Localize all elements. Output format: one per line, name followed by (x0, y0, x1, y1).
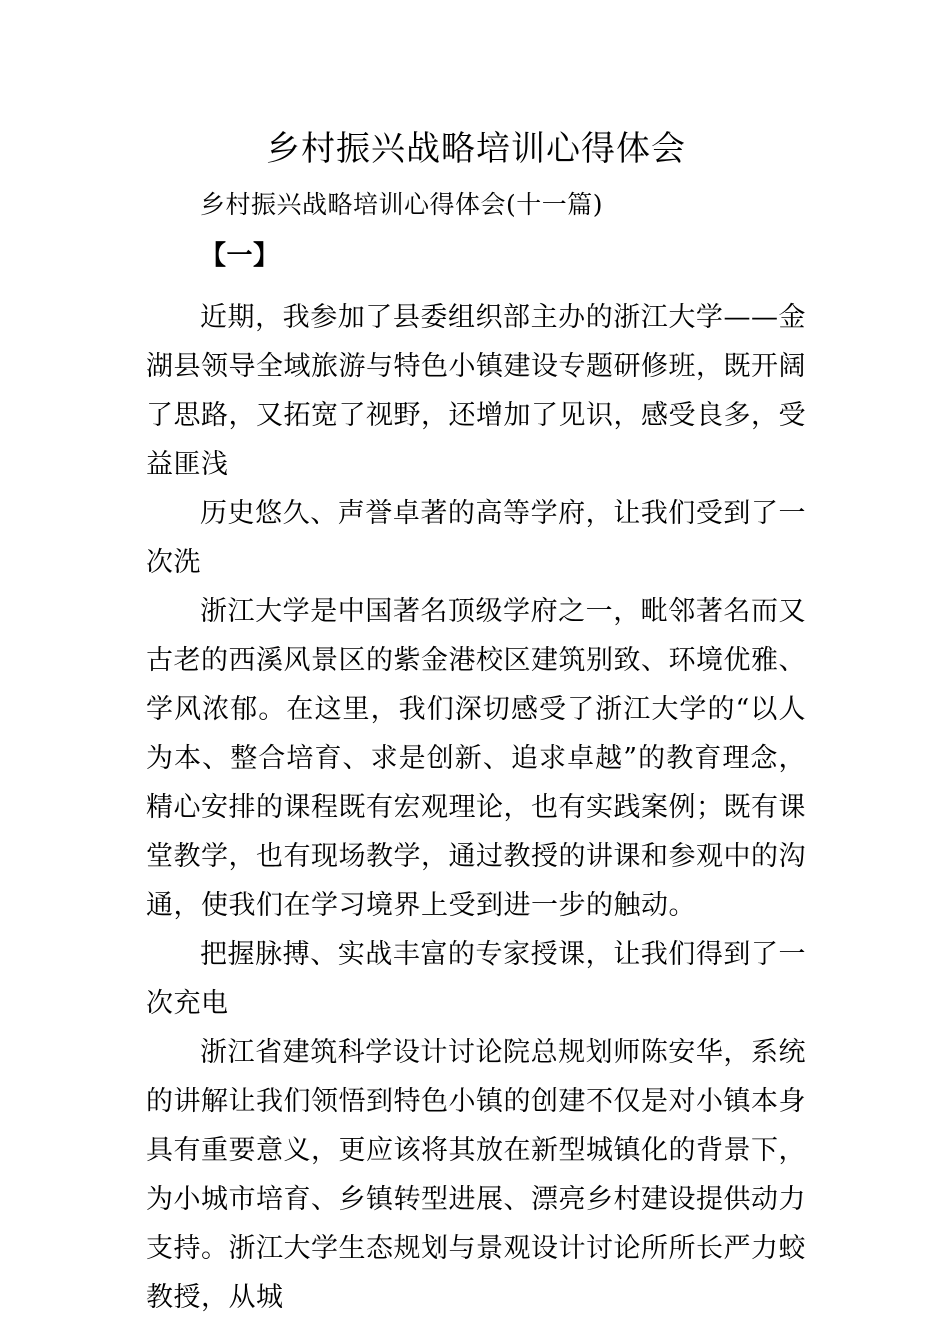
paragraph-4: 把握脉搏、实战丰富的专家授课，让我们得到了一次充电 (146, 939, 806, 1019)
paragraph-2: 历史悠久、声誉卓著的高等学府，让我们受到了一次洗 (146, 498, 806, 578)
paragraph-5: 浙江省建筑科学设计讨论院总规划师陈安华，系统的讲解让我们领悟到特色小镇的创建不仅是对小镇本身具有重要意义，更应该将其放在新型城镇化的背景下，为小城市培育、乡镇转型进展、漂亮乡村建设提供动力支持。浙江大学生态规划与景观设计讨论所所长严力蛟教授，从城 (146, 1037, 806, 1313)
section-marker: 【一】 (200, 241, 280, 271)
paragraph-3: 浙江大学是中国著名顶级学府之一，毗邻著名而又古老的西溪风景区的紫金港校区建筑别致、环境优雅、学风浓郁。在这里，我们深切感受了浙江大学的“以人为本、整合培育、求是创新、追求卓越”的教育理念，精心安排的课程既有宏观理论，也有实践案例；既有课堂教学，也有现场教学，通过教授的讲课和参观中的沟通，使我们在学习境界上受到进一步的触动。 (146, 596, 806, 921)
paragraph-1: 近期，我参加了县委组织部主办的浙江大学——金湖县领导全域旅游与特色小镇建设专题研修班，既开阔了思路，又拓宽了视野，还增加了见识，感受良多，受益匪浅 (146, 302, 806, 480)
document-body (146, 120, 806, 1322)
document-title: 乡村振兴战略培训心得体会 (266, 129, 686, 169)
document-subtitle: 乡村振兴战略培训心得体会(十一篇) (200, 190, 604, 219)
